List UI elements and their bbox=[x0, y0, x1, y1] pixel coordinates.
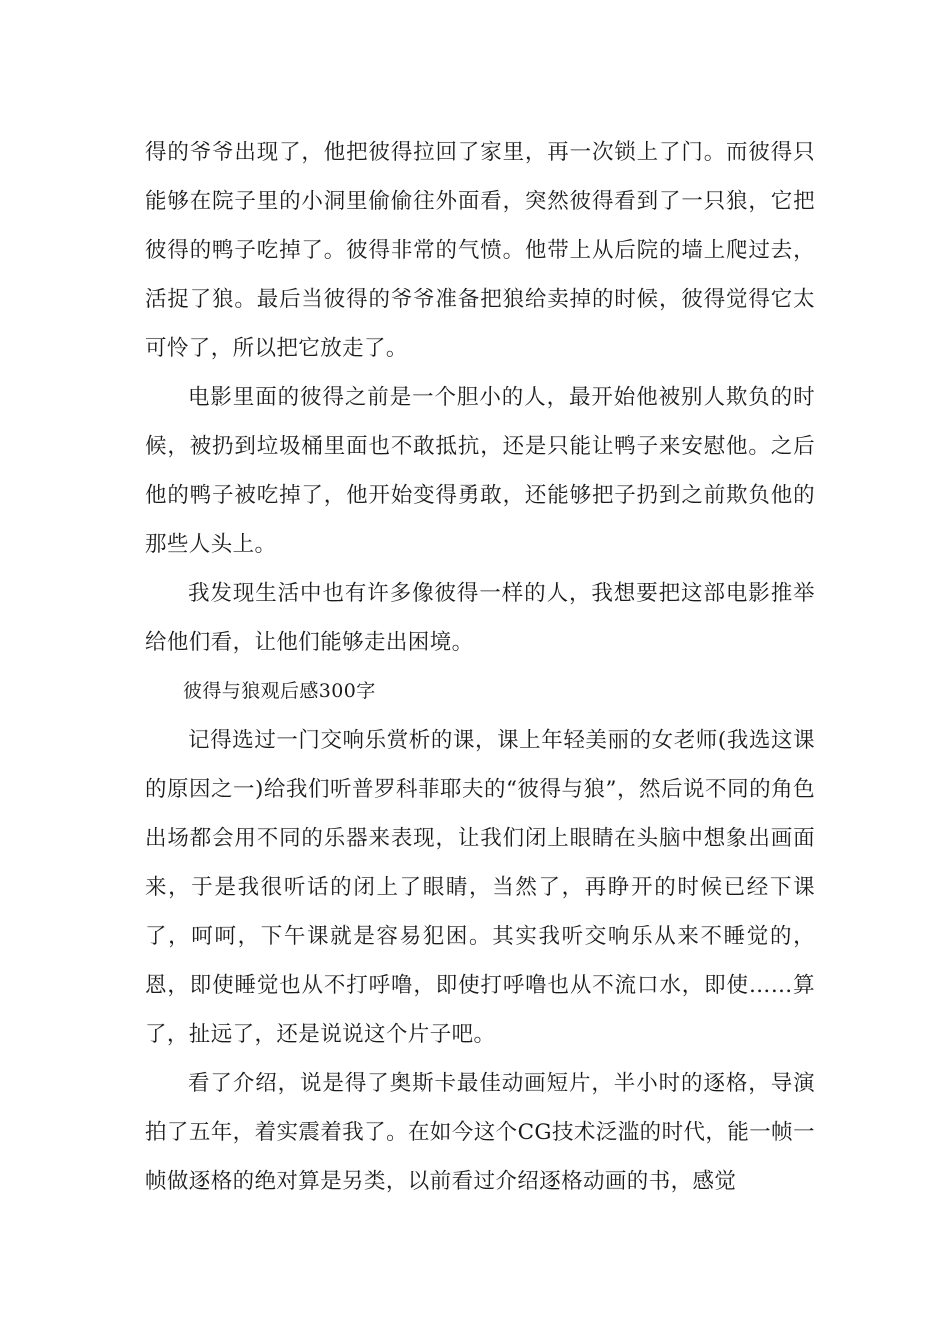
document-body bbox=[145, 128, 815, 1206]
paragraph-4: 记得选过一门交响乐赏析的课，课上年轻美丽的女老师(我选这课的原因之一)给我们听普罗科菲耶夫的“彼得与狼”，然后说不同的角色出场都会用不同的乐器来表现，让我们闭上眼睛在头脑中想象出画面来，于是我很听话的闭上了眼睛，当然了，再睁开的时候已经下课了，呵呵，下午课就是容易犯困。其实我听交响乐从来不睡觉的，恩，即使睡觉也从不打呼噜，即使打呼噜也从不流口水，即使……算了，扯远了，还是说说这个片子吧。 bbox=[145, 728, 815, 1047]
paragraph-2: 电影里面的彼得之前是一个胆小的人，最开始他被别人欺负的时候，被扔到垃圾桶里面也不敢抵抗，还是只能让鸭子来安慰他。之后他的鸭子被吃掉了，他开始变得勇敢，还能够把子扔到之前欺负他的那些人头上。 bbox=[145, 385, 815, 557]
paragraph-1: 得的爷爷出现了，他把彼得拉回了家里，再一次锁上了门。而彼得只能够在院子里的小洞里偷偷往外面看，突然彼得看到了一只狼，它把彼得的鸭子吃掉了。彼得非常的气愤。他带上从后院的墙上爬过去，活捉了狼。最后当彼得的爷爷准备把狼给卖掉的时候，彼得觉得它太可怜了，所以把它放走了。 bbox=[145, 140, 815, 361]
paragraph-3: 我发现生活中也有许多像彼得一样的人，我想要把这部电影推举给他们看，让他们能够走出困境。 bbox=[145, 581, 815, 655]
section-heading: 彼得与狼观后感300字 bbox=[183, 680, 376, 702]
paragraph-5: 看了介绍，说是得了奥斯卡最佳动画短片，半小时的逐格，导演拍了五年，着实震着我了。在如今这个CG技术泛滥的时代，能一帧一帧做逐格的绝对算是另类，以前看过介绍逐格动画的书，感觉 bbox=[145, 1071, 815, 1194]
